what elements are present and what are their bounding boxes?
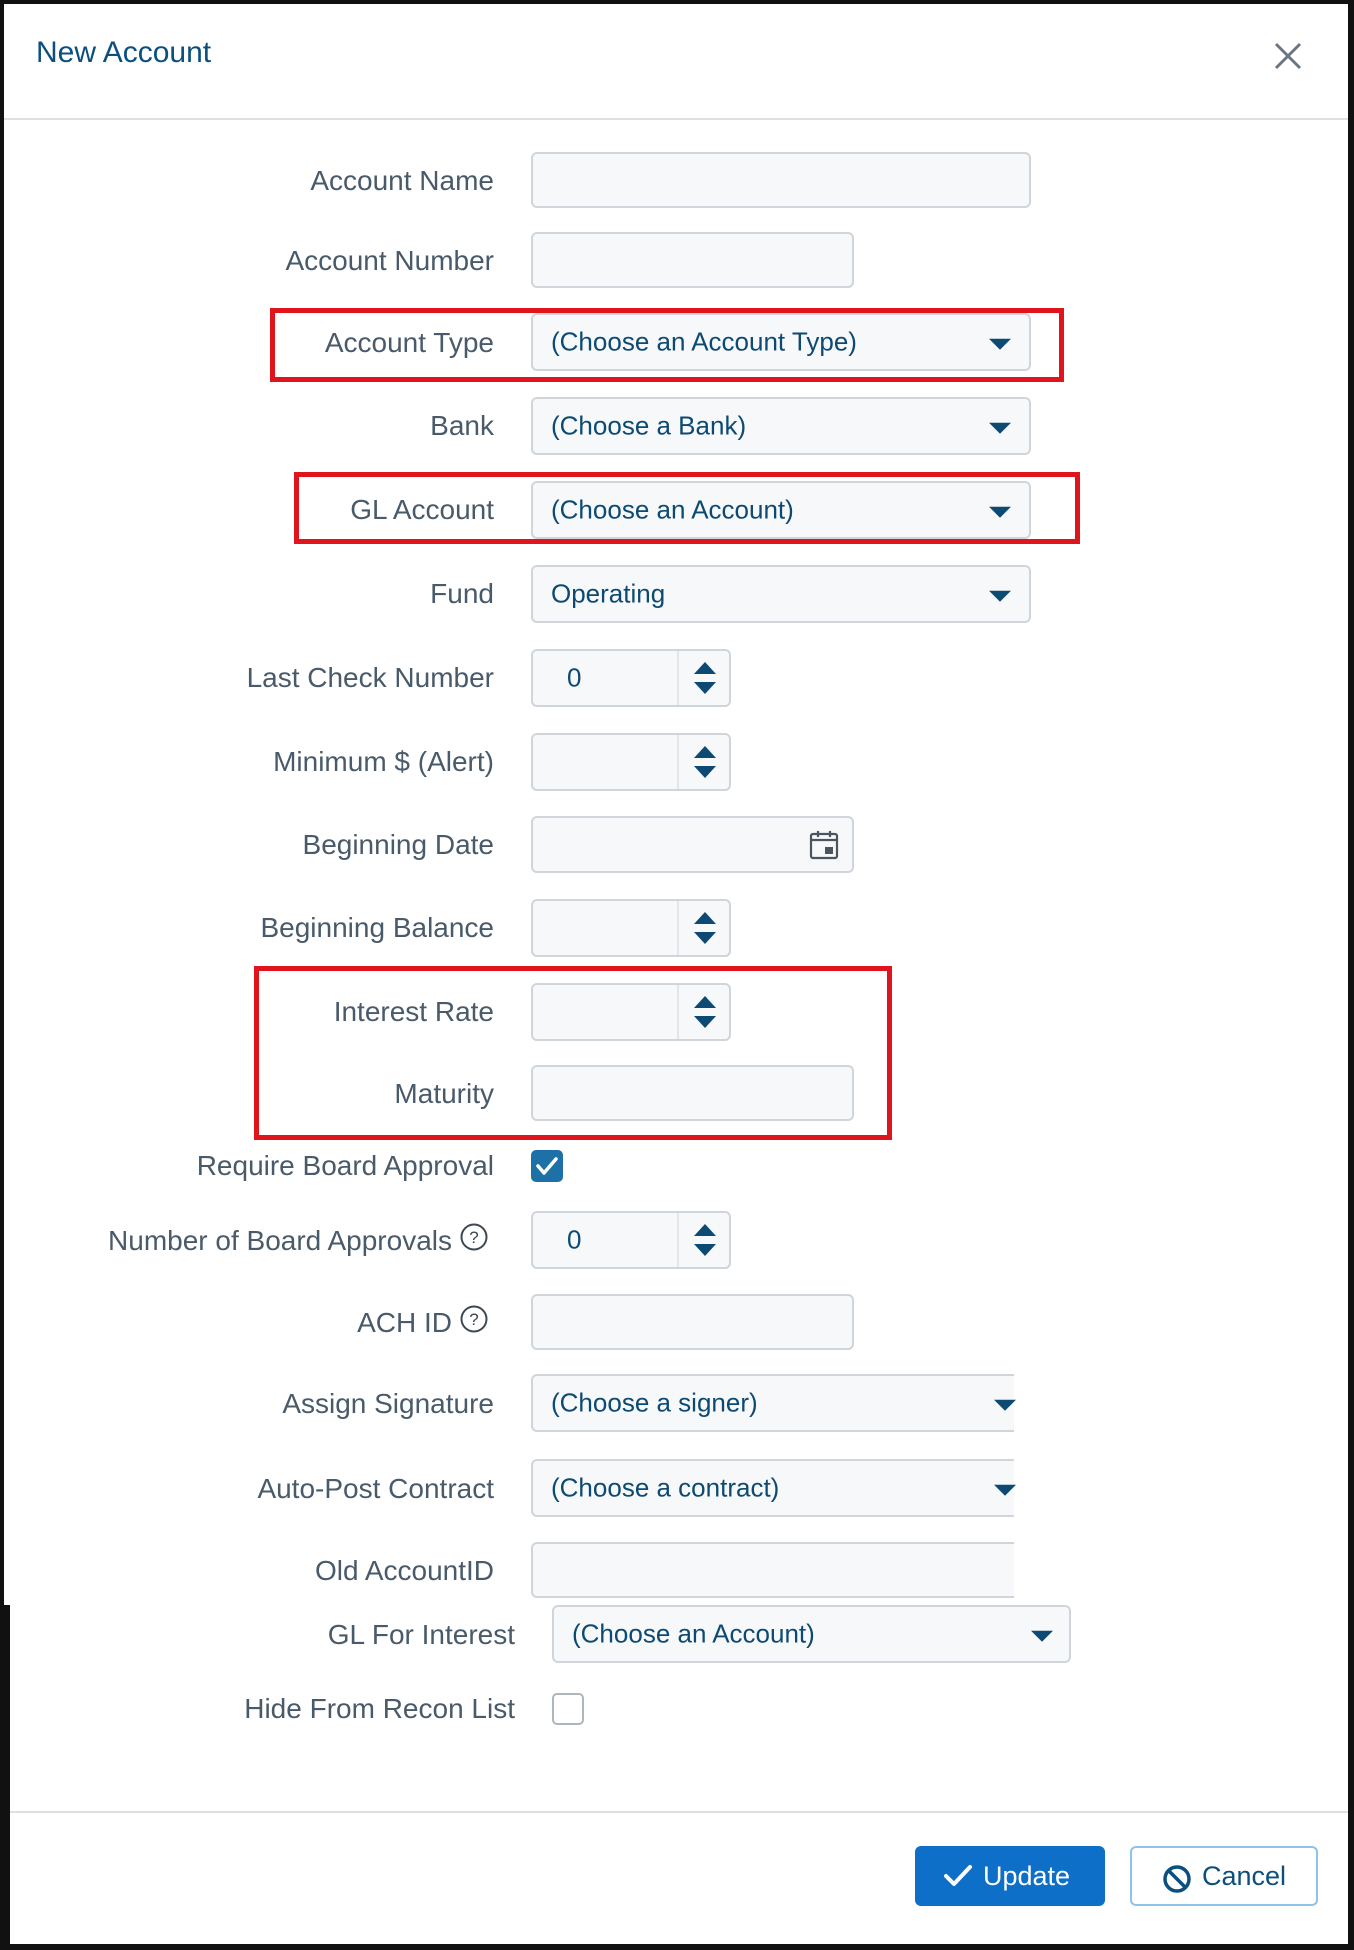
account-name-input[interactable] bbox=[531, 152, 1031, 208]
spinner-arrows-icon[interactable] bbox=[694, 746, 716, 778]
beginning-date-input[interactable] bbox=[531, 816, 854, 873]
dialog-title: New Account bbox=[36, 36, 212, 69]
maturity-input[interactable] bbox=[531, 1065, 854, 1121]
interest-rate-label: Interest Rate bbox=[333, 996, 494, 1027]
ban-icon bbox=[1162, 1864, 1192, 1894]
number-of-board-approvals-stepper[interactable]: 0 bbox=[531, 1211, 731, 1269]
chevron-down-icon bbox=[989, 507, 1011, 518]
help-icon[interactable] bbox=[459, 1222, 489, 1252]
spinner-arrows-icon[interactable] bbox=[694, 662, 716, 694]
chevron-down-icon bbox=[994, 1400, 1016, 1411]
old-account-id-input[interactable] bbox=[531, 1542, 1014, 1598]
svg-text:?: ? bbox=[469, 1310, 479, 1329]
close-icon bbox=[1268, 36, 1308, 76]
account-number-label: Account Number bbox=[285, 245, 494, 276]
gl-for-interest-label: GL For Interest bbox=[327, 1619, 515, 1650]
ach-id-input[interactable] bbox=[531, 1294, 854, 1350]
require-board-approval-label: Require Board Approval bbox=[196, 1150, 494, 1181]
account-number-input[interactable] bbox=[531, 232, 854, 288]
footer-divider bbox=[10, 1811, 1348, 1813]
beginning-date-label: Beginning Date bbox=[302, 829, 494, 860]
number-of-board-approvals-label: Number of Board Approvals bbox=[108, 1225, 452, 1256]
assign-signature-label: Assign Signature bbox=[282, 1388, 494, 1419]
help-icon[interactable] bbox=[459, 1304, 489, 1334]
beginning-balance-label: Beginning Balance bbox=[260, 912, 494, 943]
check-icon bbox=[943, 1863, 973, 1889]
svg-text:?: ? bbox=[469, 1228, 479, 1247]
ach-id-label: ACH ID bbox=[357, 1307, 452, 1338]
require-board-approval-checkbox[interactable] bbox=[531, 1150, 563, 1182]
calendar-icon[interactable] bbox=[808, 829, 840, 861]
minimum-alert-stepper[interactable] bbox=[531, 733, 731, 791]
assign-signature-select[interactable]: (Choose a signer) bbox=[531, 1374, 1014, 1432]
account-type-select[interactable]: (Choose an Account Type) bbox=[531, 313, 1031, 371]
old-account-id-label: Old AccountID bbox=[315, 1555, 494, 1586]
chevron-down-icon bbox=[989, 339, 1011, 350]
update-button[interactable] bbox=[915, 1846, 1105, 1906]
auto-post-contract-label: Auto-Post Contract bbox=[257, 1473, 494, 1504]
chevron-down-icon bbox=[989, 423, 1011, 434]
hide-from-recon-list-checkbox[interactable] bbox=[552, 1693, 584, 1725]
account-name-label: Account Name bbox=[310, 165, 494, 196]
chevron-down-icon bbox=[1031, 1631, 1053, 1642]
close-button[interactable] bbox=[1268, 36, 1308, 76]
cancel-button-label: Cancel bbox=[1202, 1861, 1287, 1891]
account-type-label: Account Type bbox=[324, 327, 494, 358]
spinner-arrows-icon[interactable] bbox=[694, 1224, 716, 1256]
update-button-label: Update bbox=[983, 1861, 1071, 1891]
chevron-down-icon bbox=[989, 591, 1011, 602]
gl-account-select[interactable]: (Choose an Account) bbox=[531, 481, 1031, 539]
fund-select[interactable]: Operating bbox=[531, 565, 1031, 623]
gl-account-label: GL Account bbox=[350, 494, 494, 525]
maturity-label: Maturity bbox=[394, 1078, 494, 1109]
bank-select[interactable]: (Choose a Bank) bbox=[531, 397, 1031, 455]
auto-post-contract-select[interactable]: (Choose a contract) bbox=[531, 1459, 1014, 1517]
last-check-number-label: Last Check Number bbox=[246, 662, 494, 693]
bank-label: Bank bbox=[430, 410, 494, 441]
cancel-button[interactable] bbox=[1130, 1846, 1318, 1906]
hide-from-recon-list-label: Hide From Recon List bbox=[244, 1693, 515, 1724]
beginning-balance-stepper[interactable] bbox=[531, 899, 731, 957]
last-check-number-stepper[interactable]: 0 bbox=[531, 649, 731, 707]
chevron-down-icon bbox=[994, 1485, 1016, 1496]
spinner-arrows-icon[interactable] bbox=[694, 912, 716, 944]
spinner-arrows-icon[interactable] bbox=[694, 996, 716, 1028]
interest-rate-stepper[interactable] bbox=[531, 983, 731, 1041]
header-divider bbox=[4, 118, 1348, 120]
minimum-alert-label: Minimum $ (Alert) bbox=[273, 746, 494, 777]
fund-label: Fund bbox=[430, 578, 494, 609]
check-icon bbox=[533, 1152, 561, 1180]
gl-for-interest-select[interactable]: (Choose an Account) bbox=[552, 1605, 1071, 1663]
